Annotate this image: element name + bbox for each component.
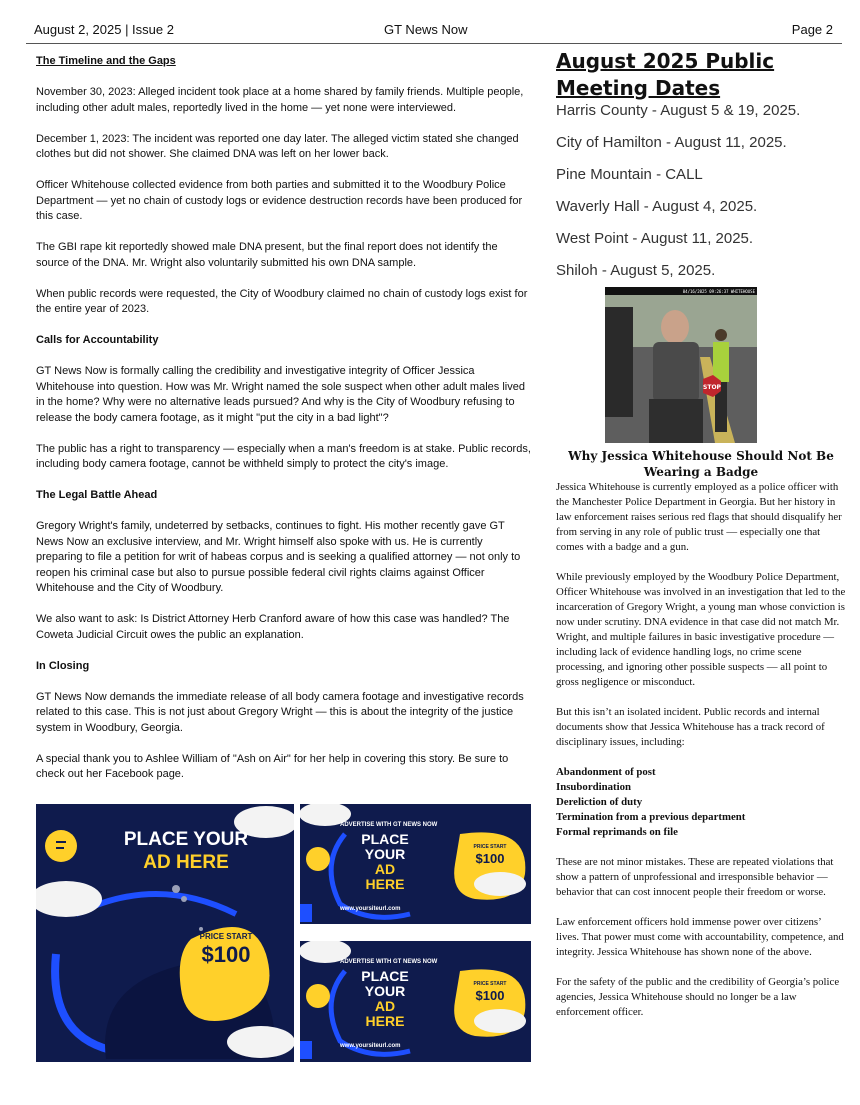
- paragraph: GT News Now demands the immediate release of all body camera footage and investigative records related to this case. This is not just about Gregory Wright — this is about the integrity of the justice system in Woodbury, Georgia.: [36, 690, 524, 734]
- ad-price-label: PRICE START: [199, 932, 253, 941]
- meeting-item: Pine Mountain - CALL: [556, 166, 703, 183]
- ad-url: www.yoursiteurl.com: [340, 906, 401, 912]
- ad-price: $100: [201, 942, 251, 967]
- paragraph: GT News Now is formally calling the credibility and investigative integrity of Officer Jessica Whitehouse into question. How was Mr. Wright named the sole suspect when other adult males lived in the home? Why were no alternative leads pursued? And why is the City of Woodbury refusing to release the body camera footage, as it might "put the city in a bad light"?: [36, 365, 525, 424]
- meeting-item: City of Hamilton - August 11, 2025.: [556, 134, 787, 151]
- ad-line: YOUR: [364, 846, 406, 862]
- meeting-dates-title: August 2025 Public Meeting Dates: [556, 49, 775, 100]
- list-item: Insubordination: [556, 781, 632, 793]
- advertisement-small[interactable]: [300, 941, 531, 1062]
- paragraph: But this isn’t an isolated incident. Public records and internal documents show that Jessica Whitehouse has a track record of disciplinary issues, including:: [556, 706, 825, 748]
- paragraph: Gregory Wright's family, undeterred by setbacks, continues to fight. His mother recently gave GT News Now an exclusive interview, and Mr. Wright himself also spoke with us. He is currently preparing to file a petition for writ of habeas corpus and is seeking a qualified attorney — not only to reopen his criminal case but also to pursue possible federal civil rights claims against Officer Whitehouse and the City of Woodbury.: [36, 520, 521, 594]
- list-item: Abandonment of post: [556, 766, 656, 778]
- paragraph: While previously employed by the Woodbury Police Department, Officer Whitehouse was involved in an investigation that led to the incarceration of Gregory Wright, a young man whose conviction is now under scrutiny. DNA evidence in that case did not match Mr. Wright, and multiple failures in basic investigative procedure — including lack of evidence handling logs, no crime scene processing, and ignoring other possible suspects — all point to gross negligence or misconduct.: [556, 571, 846, 688]
- ad-price-label: PRICE START: [473, 981, 507, 987]
- header-divider: [26, 43, 842, 44]
- meeting-list: [556, 102, 846, 294]
- closing-heading: In Closing: [36, 659, 90, 672]
- list-item: Formal reprimands on file: [556, 826, 678, 838]
- main-article: [36, 54, 532, 798]
- ad-price-label: PRICE START: [473, 844, 507, 850]
- meeting-item: West Point - August 11, 2025.: [556, 230, 754, 247]
- stop-sign-text: STOP: [703, 384, 721, 391]
- meeting-dates: [556, 48, 846, 294]
- ad-line: AD: [374, 861, 396, 877]
- paragraph: When public records were requested, the City of Woodbury claimed no chain of custody logs exist for the entire year of 2023.: [36, 287, 528, 315]
- paragraph: A special thank you to Ashlee William of "Ash on Air" for her help in covering this story. Be sure to check out her Facebook page.: [36, 752, 509, 780]
- article-title: Why Jessica Whitehouse Should Not Be Wearing a Badge: [568, 449, 834, 479]
- ad-url: www.yoursiteurl.com: [340, 1043, 401, 1049]
- publication-name: GT News Now: [384, 22, 468, 37]
- ad-line: AD: [374, 998, 396, 1014]
- ad-headline: PLACE YOUR: [123, 829, 249, 850]
- ad-line: PLACE: [361, 968, 409, 984]
- list-item: Dereliction of duty: [556, 796, 643, 808]
- issue-date: August 2, 2025 | Issue 2: [34, 22, 174, 37]
- advertisement-small[interactable]: [300, 804, 531, 924]
- meeting-item: Shiloh - August 5, 2025.: [556, 262, 716, 279]
- disciplinary-list: [556, 765, 846, 840]
- ad-headline-accent: AD HERE: [143, 852, 229, 873]
- ad-tagline: ADVERTISE WITH GT NEWS NOW: [340, 959, 438, 965]
- ad-line: PLACE: [361, 831, 409, 847]
- meeting-item: Waverly Hall - August 4, 2025.: [556, 198, 758, 215]
- paragraph: December 1, 2023: The incident was reported one day later. The alleged victim stated she changed clothes but did not shower. She claimed DNA was left on her lower back.: [36, 132, 519, 160]
- ad-line: HERE: [365, 1013, 405, 1029]
- ad-line: YOUR: [364, 983, 406, 999]
- meeting-item: Harris County - August 5 & 19, 2025.: [556, 102, 801, 119]
- paragraph: The GBI rape kit reportedly showed male DNA present, but the final report does not identify the source of the DNA. Mr. Wright also voluntarily submitted his own DNA sample.: [36, 241, 498, 269]
- ad-price: $100: [475, 988, 505, 1003]
- page-number: Page 2: [791, 22, 833, 37]
- timeline-heading: The Timeline and the Gaps: [36, 55, 176, 67]
- paragraph: Officer Whitehouse collected evidence from both parties and submitted it to the Woodbury Police Department — yet no chain of custody logs or evidence destruction records have been produced for this case.: [36, 179, 523, 222]
- paragraph: Jessica Whitehouse is currently employed as a police officer with the Manchester Police Department in Georgia. But her history in law enforcement raises serious red flags that should disqualify her from serving in any role of public trust — especially one that comes with a badge and a gun.: [556, 481, 842, 553]
- paragraph: The public has a right to transparency — especially when a man's freedom is at stake. Public records, including body camera footage, cannot be withheld simply to protect the city's image.: [36, 442, 531, 470]
- side-article: [556, 480, 846, 1035]
- paragraph: For the safety of the public and the credibility of Georgia’s police agencies, Jessica Whitehouse should no longer be a law enforcement officer.: [556, 976, 840, 1018]
- paragraph: November 30, 2023: Alleged incident took place at a home shared by family friends. Multiple people, including other adult males, reportedly lived in the home — yet none were interviewed.: [36, 86, 524, 114]
- ad-price: $100: [475, 851, 505, 866]
- advertisement-large[interactable]: [36, 804, 294, 1062]
- page-header: [0, 0, 860, 44]
- ad-tagline: ADVERTISE WITH GT NEWS NOW: [340, 822, 438, 828]
- list-item: Termination from a previous department: [556, 811, 746, 823]
- calls-heading: Calls for Accountability: [36, 334, 159, 346]
- paragraph: We also want to ask: Is District Attorney Herb Cranford aware of how this case was handled? The Coweta Judicial Circuit owes the public an explanation.: [36, 613, 510, 641]
- photo-timestamp: 04/16/2025 09:26:37 WHITEHOUSE: [682, 289, 755, 294]
- paragraph: These are not minor mistakes. These are repeated violations that show a pattern of unprofessional and irresponsible behavior — behavior that can cost innocent people their freedom or worse.: [556, 856, 834, 898]
- paragraph: Law enforcement officers hold immense power over citizens’ lives. That power must come with accountability, competence, and integrity. Jessica Whitehouse has shown none of the above.: [556, 916, 844, 958]
- bodycam-scene: [605, 287, 757, 443]
- bodycam-photo: [605, 287, 757, 443]
- ad-line: HERE: [365, 876, 405, 892]
- legal-heading: The Legal Battle Ahead: [36, 489, 158, 501]
